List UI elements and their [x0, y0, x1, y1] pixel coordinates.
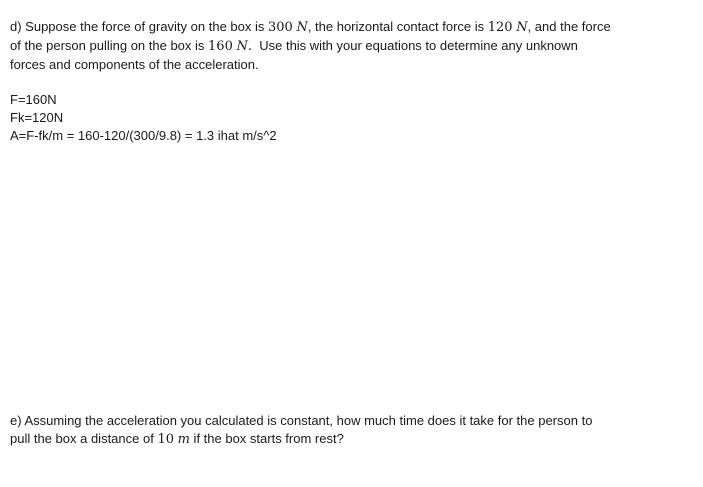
question-d-line-3: forces and components of the acceleration. [10, 57, 259, 72]
question-d-text: of the person pulling on the box is [10, 38, 209, 53]
meter-unit: m [177, 432, 190, 447]
question-d-text: d) Suppose the force of gravity on the box is [10, 19, 268, 34]
gravity-force-value: 300 [267, 20, 293, 35]
question-e-line-2 [10, 430, 690, 449]
answer-line-friction: Fk=120N [10, 110, 64, 125]
question-e-text: pull the box a distance of [10, 431, 158, 446]
question-e-line-1: e) Assuming the acceleration you calculated is constant, how much time does it take for the person to [10, 413, 593, 428]
question-d-text: Use this with your equations to determine any unknown [252, 38, 578, 53]
contact-force-value: 120 [487, 20, 513, 35]
pull-force-value: 160 [208, 39, 233, 54]
answer-line-force: F=160N [10, 92, 57, 107]
question-e-text: if the box starts from rest? [189, 431, 344, 446]
question-d-line-1 [10, 18, 690, 37]
distance-value: 10 [157, 432, 174, 447]
newton-unit: N [516, 20, 528, 35]
student-answer [10, 91, 690, 145]
question-e [10, 412, 690, 449]
newton-unit: N [296, 20, 308, 35]
question-d-text: , and the force [527, 19, 611, 34]
newton-unit: N [236, 39, 248, 54]
question-d-text: , the horizontal contact force is [307, 19, 488, 34]
answer-line-acceleration: A=F-fk/m = 160-120/(300/9.8) = 1.3 ihat m/s^2 [10, 128, 277, 143]
math-period: . [247, 39, 252, 54]
question-d-line-2 [10, 37, 690, 56]
question-d [10, 18, 690, 74]
